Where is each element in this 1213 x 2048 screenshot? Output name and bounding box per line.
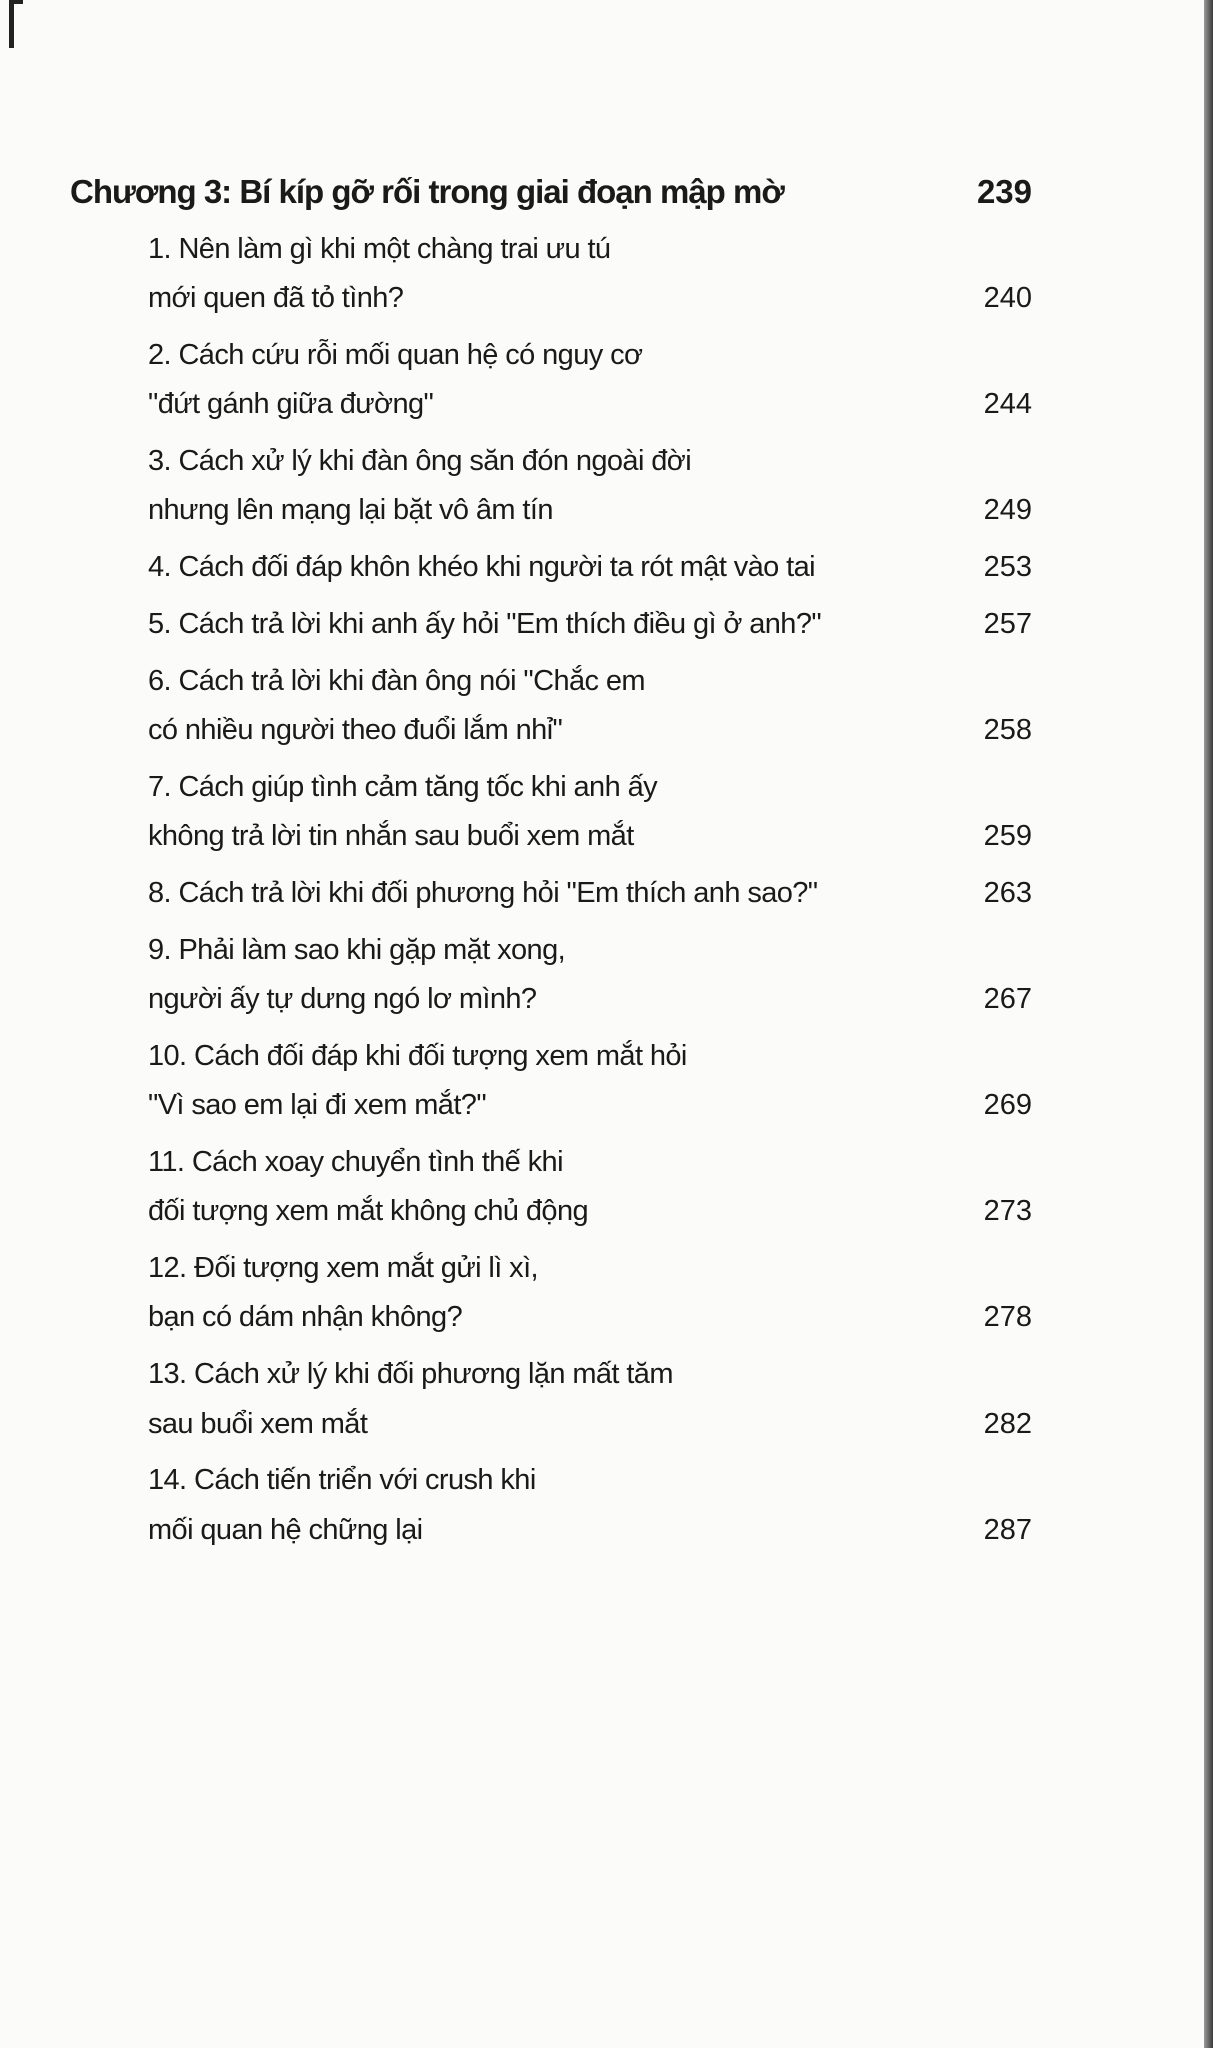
toc-entry-title [148, 1456, 536, 1555]
chapter-title: Chương 3: Bí kíp gỡ rối trong giai đoạn mập mờ [70, 173, 784, 210]
toc-entry-page-number: 267 [983, 983, 1032, 1016]
toc-entry-page-number: 257 [983, 608, 1032, 641]
toc-entry-page-number: 263 [983, 877, 1032, 910]
toc-entry-title [148, 1244, 538, 1343]
toc-entry-line: 13. Cách xử lý khi đối phương lặn mất tăm [148, 1358, 673, 1391]
toc-entry-line: mối quan hệ chững lại [148, 1513, 423, 1546]
toc-entry [148, 1032, 1032, 1131]
toc-entry-page-number: 259 [983, 820, 1032, 853]
toc-entry-line: nhưng lên mạng lại bặt vô âm tín [148, 494, 553, 527]
toc-entry [148, 1138, 1032, 1237]
toc-entry [148, 926, 1032, 1025]
toc-entry [148, 225, 1032, 324]
toc-entry-line: 1. Nên làm gì khi một chàng trai ưu tú [148, 233, 611, 265]
toc-entry-line: 12. Đối tượng xem mắt gửi lì xì, [148, 1252, 539, 1285]
toc-entry [148, 331, 1032, 430]
toc-entry [148, 869, 1032, 918]
toc-entry-page-number: 249 [983, 494, 1032, 527]
toc-entry-page-number: 244 [983, 388, 1032, 421]
toc-entry-line: 14. Cách tiến triển với crush khi [148, 1464, 536, 1497]
toc-entry-line: "đứt gánh giữa đường" [148, 388, 434, 421]
chapter-heading [70, 167, 1032, 217]
chapter-page-number: 239 [976, 173, 1032, 210]
toc-items [148, 225, 1032, 1555]
toc-entry-page-number: 240 [983, 282, 1032, 315]
toc-entry-title [148, 331, 642, 430]
toc-entry-page-number: 287 [983, 1513, 1032, 1546]
toc-entry-page-number: 258 [983, 714, 1032, 747]
toc-entry-page-number: 282 [983, 1407, 1032, 1440]
toc-entry-page-number: 278 [983, 1301, 1032, 1334]
toc-entry-line: sau buổi xem mắt [148, 1407, 368, 1440]
toc-entry-line: 9. Phải làm sao khi gặp mặt xong, [148, 933, 566, 966]
toc-entry-line: không trả lời tin nhắn sau buổi xem mắt [148, 820, 634, 853]
toc-entry-line: mới quen đã tỏ tình? [148, 282, 404, 315]
toc-entry-line: 2. Cách cứu rỗi mối quan hệ có nguy cơ [148, 339, 643, 372]
toc-entry-title [148, 600, 821, 649]
toc-entry [148, 1350, 1032, 1449]
toc-entry-line: đối tượng xem mắt không chủ động [148, 1195, 588, 1228]
toc-entry-page-number: 253 [983, 551, 1032, 584]
toc-entry [148, 437, 1032, 536]
toc-entry [148, 657, 1032, 756]
toc-entry-line: bạn có dám nhận không? [148, 1301, 463, 1334]
toc-entry-line: 5. Cách trả lời khi anh ấy hỏi "Em thích điều gì ở anh?" [148, 608, 822, 641]
toc-entry-page-number: 269 [983, 1089, 1032, 1122]
toc-entry-title [148, 657, 645, 756]
toc-entry-title [148, 763, 657, 862]
toc-entry [148, 1244, 1032, 1343]
toc-entry-title [148, 543, 815, 592]
toc-entry [148, 1456, 1032, 1555]
toc-entry-line: 8. Cách trả lời khi đối phương hỏi "Em thích anh sao?" [148, 877, 818, 910]
toc-entry-title [148, 225, 610, 324]
toc-entry-line: 11. Cách xoay chuyển tình thế khi [148, 1146, 563, 1179]
toc-entry-title [148, 1350, 673, 1449]
toc-entry-line: 10. Cách đối đáp khi đối tượng xem mắt hỏi [148, 1039, 687, 1072]
toc-entry-line: 7. Cách giúp tình cảm tăng tốc khi anh ấy [148, 770, 657, 803]
toc-entry [148, 600, 1032, 649]
toc-entry-title [148, 926, 565, 1025]
toc-entry-line: 3. Cách xử lý khi đàn ông săn đón ngoài đời [148, 445, 692, 478]
toc-entry-title [148, 1032, 687, 1131]
toc-entry-line: 6. Cách trả lời khi đàn ông nói "Chắc em [148, 664, 645, 697]
toc-entry-page-number: 273 [983, 1195, 1032, 1228]
toc-entry-line: có nhiều người theo đuổi lắm nhỉ" [148, 714, 563, 747]
toc-entry-title [148, 437, 691, 536]
toc-entry-title [148, 1138, 588, 1237]
scan-corner-mark [9, 0, 14, 48]
toc-entry-line: người ấy tự dưng ngó lơ mình? [148, 983, 537, 1016]
toc-entry-line: "Vì sao em lại đi xem mắt?" [148, 1089, 487, 1122]
toc-entry [148, 543, 1032, 592]
page-edge-shadow [1204, 0, 1213, 2048]
table-of-contents [70, 167, 1032, 1562]
toc-entry-line: 4. Cách đối đáp khôn khéo khi người ta rót mật vào tai [148, 551, 815, 584]
toc-entry-title [148, 869, 818, 918]
toc-entry [148, 763, 1032, 862]
